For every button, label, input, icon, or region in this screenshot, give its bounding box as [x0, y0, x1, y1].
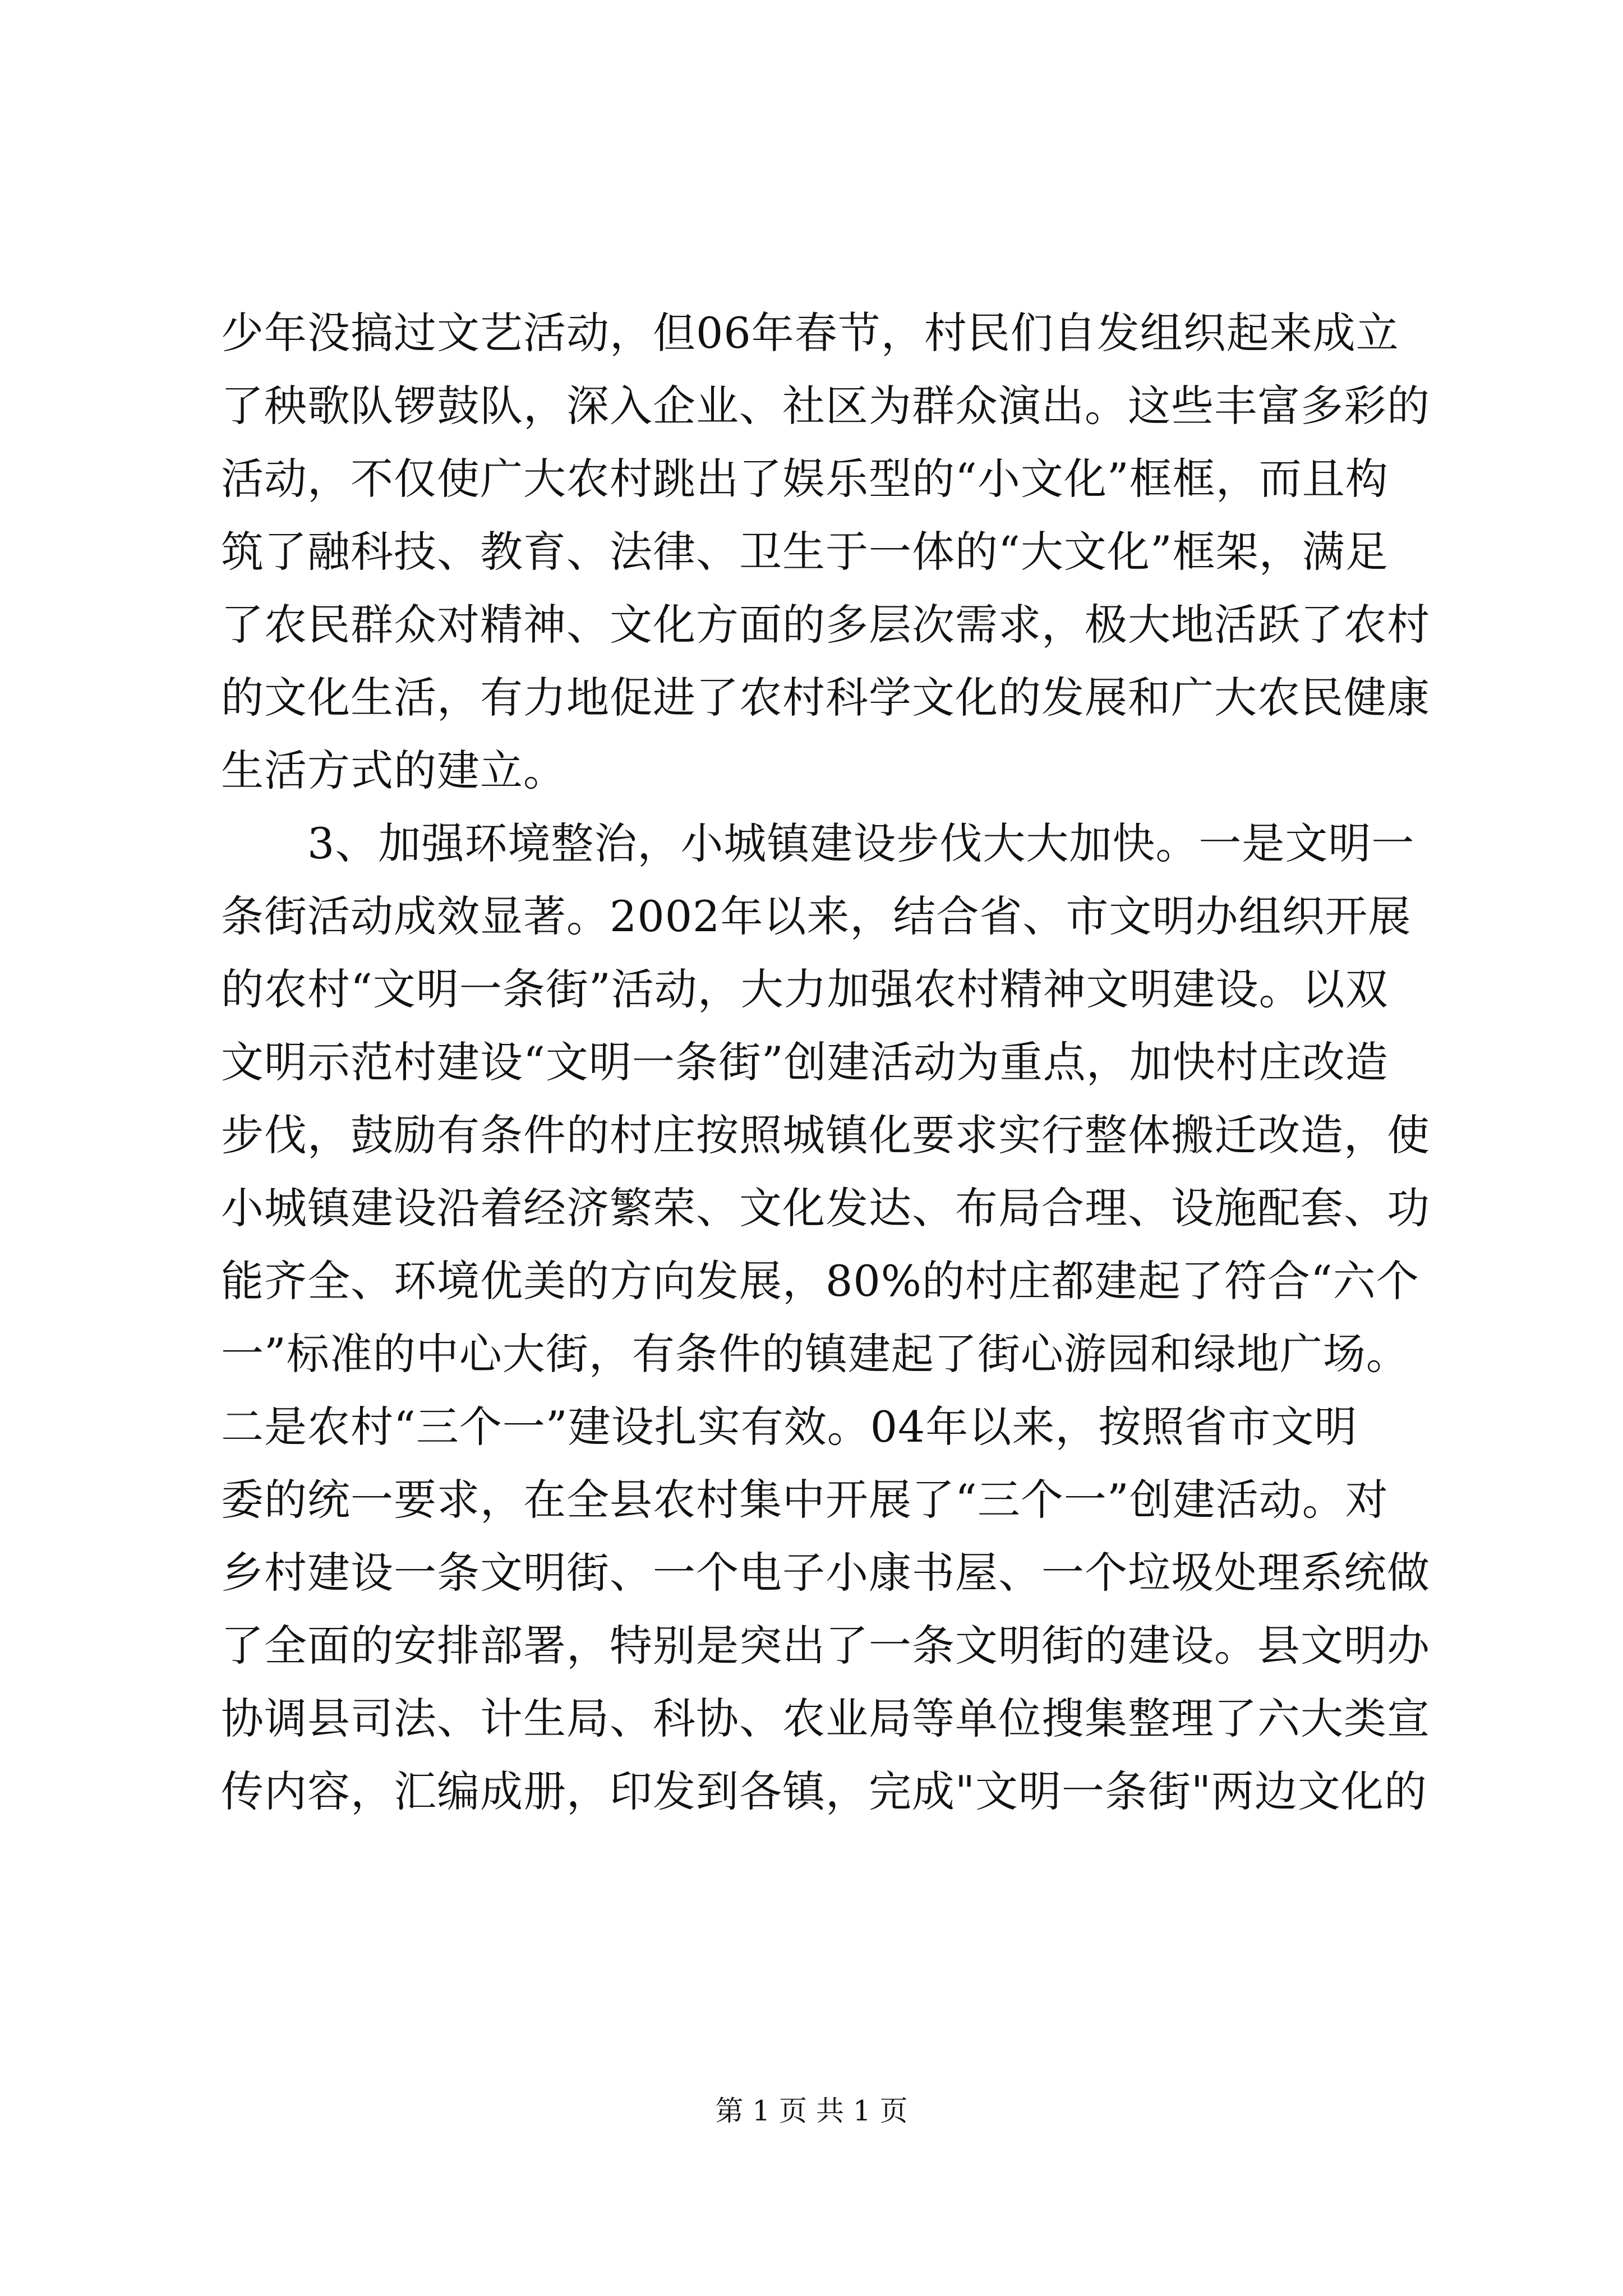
text-line: 传内容，汇编成册，印发到各镇，完成"文明一条街"两边文化的 — [221, 1766, 1427, 1816]
text-line: 文明示范村建设“文明一条街”创建活动为重点，加快村庄改造 — [221, 1037, 1389, 1087]
text-line: 乡村建设一条文明街、一个电子小康书屋、一个垃圾处理系统做 — [221, 1548, 1430, 1598]
text-line: 的农村“文明一条街”活动，大力加强农村精神文明建设。以双 — [221, 964, 1389, 1014]
text-line: 小城镇建设沿着经济繁荣、文化发达、布局合理、设施配套、功 — [221, 1183, 1430, 1233]
text-line: 协调县司法、计生局、科协、农业局等单位搜集整理了六大类宣 — [221, 1694, 1430, 1743]
text-line: 3、加强环境整治，小城镇建设步伐大大加快。一是文明一 — [221, 818, 1415, 868]
text-line: 少年没搞过文艺活动，但06年春节，村民们自发组织起来成立 — [221, 308, 1399, 358]
text-line: 了秧歌队锣鼓队，深入企业、社区为群众演出。这些丰富多彩的 — [221, 381, 1430, 431]
text-line: 了全面的安排部署，特别是突出了一条文明街的建设。县文明办 — [221, 1621, 1430, 1671]
text-line: 一”标准的中心大街，有条件的镇建起了街心游园和绿地广场。 — [221, 1329, 1409, 1379]
text-line: 活动，不仅使广大农村跳出了娱乐型的“小文化”框框，而且构 — [221, 454, 1389, 504]
text-line: 能齐全、环境优美的方向发展，80%的村庄都建起了符合“六个 — [221, 1256, 1419, 1306]
text-line: 生活方式的建立。 — [221, 746, 566, 795]
text-line: 的文化生活，有力地促进了农村科学文化的发展和广大农民健康 — [221, 673, 1430, 723]
page-number: 第 1 页 共 1 页 — [715, 2095, 908, 2127]
text-line: 步伐，鼓励有条件的村庄按照城镇化要求实行整体搬迁改造，使 — [221, 1110, 1430, 1160]
text-line: 委的统一要求，在全县农村集中开展了“三个一”创建活动。对 — [221, 1475, 1389, 1525]
text-line: 了农民群众对精神、文化方面的多层次需求，极大地活跃了农村 — [221, 600, 1430, 650]
text-line: 二是农村“三个一”建设扎实有效。04年以来，按照省市文明 — [221, 1402, 1358, 1452]
text-line: 筑了融科技、教育、法律、卫生于一体的“大文化”框架，满足 — [221, 527, 1389, 577]
text-line: 条街活动成效显著。2002年以来，结合省、市文明办组织开展 — [221, 891, 1412, 941]
page-footer — [0, 2091, 1623, 2131]
